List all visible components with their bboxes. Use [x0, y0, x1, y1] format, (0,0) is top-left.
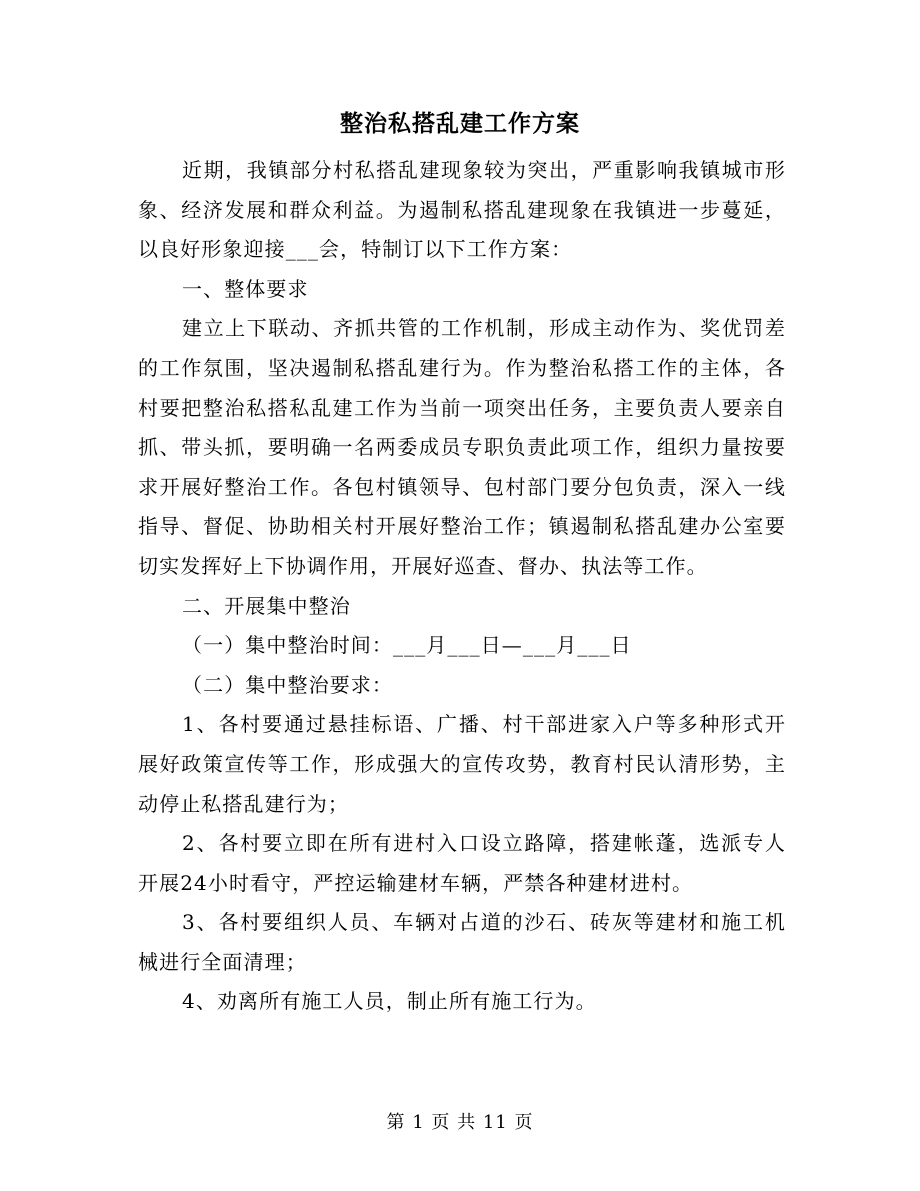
- paragraph-intro: 近期，我镇部分村私搭乱建现象较为突出，严重影响我镇城市形象、经济发展和群众利益。为遏制私搭乱建现象在我镇进一步蔓延，以良好形象迎接___会，特制订以下工作方案：: [138, 158, 786, 262]
- page-number: 第 1 页 共 11 页: [386, 1112, 534, 1133]
- subheading-time: （一）集中整治时间：___月___日—___月___日: [182, 633, 632, 658]
- list-item-1: 1、各村要通过悬挂标语、广播、村干部进家入户等多种形式开展好政策宣传等工作，形成强大的宣传攻势，教育村民认清形势，主动停止私搭乱建行为；: [138, 712, 786, 816]
- document-title: 整治私搭乱建工作方案: [340, 110, 580, 137]
- paragraph-requirements: 建立上下联动、齐抓共管的工作机制，形成主动作为、奖优罚差的工作氛围，坚决遏制私搭乱建行为。作为整治私搭工作的主体，各村要把整治私搭私乱建工作为当前一项突出任务，主要负责人要亲自抓、带头抓，要明确一名两委成员专职负责此项工作，组织力量按要求开展好整治工作。各包村镇领导、包村部门要分包负责，深入一线指导、督促、协助相关村开展好整治工作；镇遏制私搭乱建办公室要切实发挥好上下协调作用，开展好巡查、督办、执法等工作。: [138, 316, 786, 578]
- list-item-2: 2、各村要立即在所有进村入口设立路障，搭建帐蓬，选派专人开展24小时看守，严控运输建材车辆，严禁各种建材进村。: [138, 831, 786, 895]
- section-heading-2: 二、开展集中整治: [182, 593, 351, 618]
- section-heading-1: 一、整体要求: [182, 276, 309, 301]
- list-item-4: 4、劝离所有施工人员，制止所有施工行为。: [182, 989, 597, 1014]
- list-item-3: 3、各村要组织人员、车辆对占道的沙石、砖灰等建材和施工机械进行全面清理；: [138, 910, 786, 974]
- document-body: [138, 151, 786, 1022]
- subheading-requirements: （二）集中整治要求：: [182, 672, 393, 697]
